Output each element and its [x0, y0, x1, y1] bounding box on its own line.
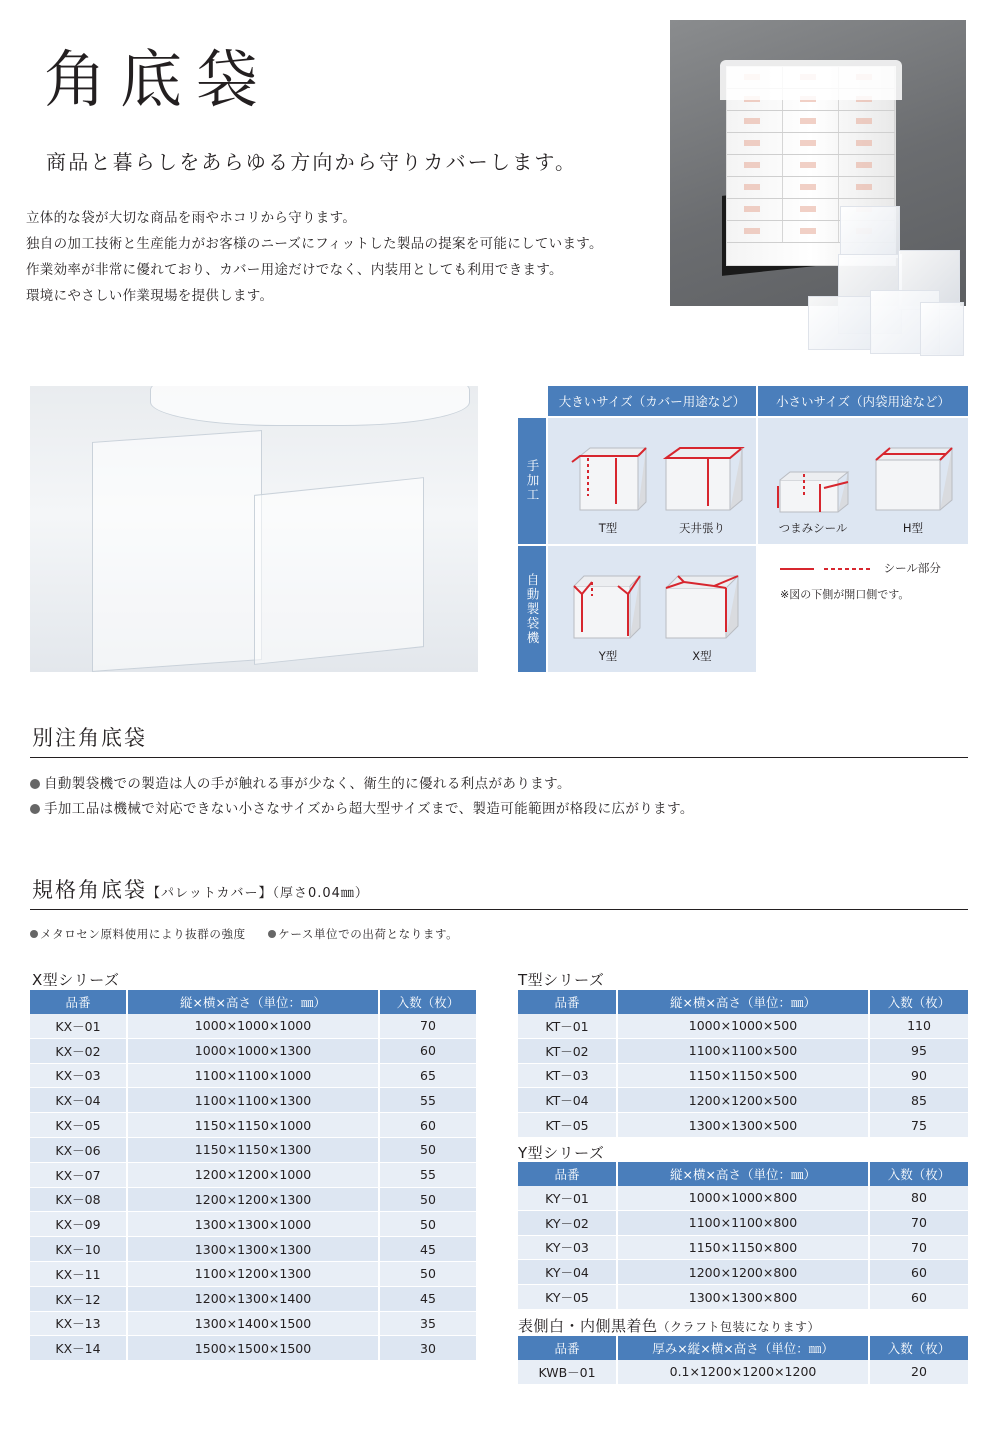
column-header: 縦×横×高さ（単位：㎜） — [618, 990, 868, 1014]
table-cell: KX－01 — [30, 1014, 126, 1039]
table-cell: 1300×1300×800 — [618, 1285, 868, 1310]
table-cell: 1200×1200×500 — [618, 1088, 868, 1113]
table-cell: KY－04 — [518, 1260, 616, 1285]
x-type-diagram — [660, 572, 744, 642]
table-cell: 80 — [870, 1186, 968, 1211]
table-cell: 60 — [870, 1285, 968, 1310]
table-cell: KT－01 — [518, 1014, 616, 1039]
table-row — [30, 1287, 476, 1312]
table-cell: KY－01 — [518, 1186, 616, 1211]
table-cell: KT－03 — [518, 1064, 616, 1089]
table-cell: 1150×1150×1300 — [128, 1138, 378, 1163]
table-cell: KX－08 — [30, 1188, 126, 1213]
table-cell: KX－09 — [30, 1212, 126, 1237]
table-cell: 1000×1000×1300 — [128, 1039, 378, 1064]
table-cell: 30 — [380, 1336, 476, 1361]
page-title: 角底袋 — [44, 43, 273, 116]
pallet-cover-photo — [670, 20, 966, 306]
table-row — [30, 1014, 476, 1039]
custom-section-title: 別注角底袋 — [32, 726, 147, 750]
table-row — [518, 1113, 968, 1138]
kwb-series-table — [516, 1336, 970, 1385]
table-row — [30, 1138, 476, 1163]
table-row — [518, 1186, 968, 1211]
seal-legend — [780, 560, 941, 576]
table-cell: KX－06 — [30, 1138, 126, 1163]
table-row — [518, 1285, 968, 1310]
table-row — [30, 1336, 476, 1361]
y-series-label: Y型シリーズ — [518, 1144, 605, 1162]
table-cell: KX－13 — [30, 1312, 126, 1337]
column-header: 入数（枚） — [870, 990, 968, 1014]
h-type-label: H型 — [902, 521, 924, 535]
table-cell: 1200×1200×1300 — [128, 1188, 378, 1213]
table-cell: 1100×1100×800 — [618, 1211, 868, 1236]
cube-image-part — [920, 302, 964, 356]
cube-image-part — [840, 206, 900, 258]
table-cell: 70 — [870, 1236, 968, 1261]
x-series-table — [28, 990, 478, 1361]
intro-line: 独自の加工技術と生産能力がお客様のニーズにフィットした製品の提案を可能にしています。 — [26, 236, 603, 252]
table-row — [30, 1237, 476, 1262]
bags-photo — [30, 386, 478, 672]
table-cell: 1000×1000×800 — [618, 1186, 868, 1211]
table-row — [30, 1113, 476, 1138]
column-header: 入数（枚） — [380, 990, 476, 1014]
table-cell: 45 — [380, 1287, 476, 1312]
table-cell: 1150×1150×1000 — [128, 1113, 378, 1138]
intro-text — [26, 205, 603, 309]
table-cell: 1100×1100×1000 — [128, 1064, 378, 1089]
standard-title-note: 【パレットカバー】（厚さ0.04㎜） — [147, 886, 369, 901]
table-row — [30, 1088, 476, 1113]
table-cell: 35 — [380, 1312, 476, 1337]
table-row — [30, 1188, 476, 1213]
table-cell: KT－05 — [518, 1113, 616, 1138]
table-cell: 50 — [380, 1212, 476, 1237]
custom-bullet — [30, 797, 694, 817]
table-cell: KY－03 — [518, 1236, 616, 1261]
table-cell: 45 — [380, 1237, 476, 1262]
table-cell: KX－02 — [30, 1039, 126, 1064]
table-cell: KX－11 — [30, 1262, 126, 1287]
table-cell: 1100×1100×500 — [618, 1039, 868, 1064]
table-cell: 1300×1300×500 — [618, 1113, 868, 1138]
table-cell: KX－05 — [30, 1113, 126, 1138]
table-cell: 1300×1400×1500 — [128, 1312, 378, 1337]
table-cell: 70 — [870, 1211, 968, 1236]
intro-line: 環境にやさしい作業現場を提供します。 — [26, 288, 274, 304]
standard-title-text: 規格角底袋 — [32, 878, 147, 902]
table-cell: KX－07 — [30, 1163, 126, 1188]
table-cell: 65 — [380, 1064, 476, 1089]
table-row — [30, 1312, 476, 1337]
table-cell: 1200×1200×1000 — [128, 1163, 378, 1188]
standard-section-title — [32, 874, 369, 904]
x-series-label: X型シリーズ — [32, 971, 120, 989]
seal-type-table — [518, 386, 968, 672]
column-header: 品番 — [518, 1162, 616, 1186]
table-cell: 85 — [870, 1088, 968, 1113]
bullet-icon — [30, 779, 40, 789]
column-header-small: 小さいサイズ（内袋用途など） — [758, 386, 968, 416]
table-row — [30, 1212, 476, 1237]
table-row — [518, 1039, 968, 1064]
table-cell: 60 — [380, 1113, 476, 1138]
table-cell: 1150×1150×800 — [618, 1236, 868, 1261]
table-cell: 55 — [380, 1088, 476, 1113]
table-cell: KX－04 — [30, 1088, 126, 1113]
t-type-label: T型 — [598, 521, 618, 535]
table-cell: 75 — [870, 1113, 968, 1138]
tsumami-type-diagram — [774, 468, 854, 516]
table-row — [518, 1211, 968, 1236]
tsumami-type-label: つまみシール — [778, 521, 848, 535]
table-row — [518, 1064, 968, 1089]
standard-notes — [30, 926, 458, 942]
table-row — [30, 1262, 476, 1287]
y-type-label: Y型 — [598, 649, 618, 663]
kwb-series-label — [518, 1315, 820, 1336]
table-cell: 60 — [870, 1260, 968, 1285]
table-cell: KX－03 — [30, 1064, 126, 1089]
seal-line-icon — [780, 564, 880, 574]
table-cell: 110 — [870, 1014, 968, 1039]
table-cell: KX－12 — [30, 1287, 126, 1312]
table-cell: 1200×1300×1400 — [128, 1287, 378, 1312]
note-text: ケース単位での出荷となります。 — [278, 927, 459, 941]
cube-image-part — [808, 296, 872, 350]
table-cell: KX－14 — [30, 1336, 126, 1361]
row-header-auto: 自動製袋機 — [518, 546, 546, 672]
y-type-diagram — [566, 572, 646, 642]
table-cell: KT－04 — [518, 1088, 616, 1113]
table-cell: 70 — [380, 1014, 476, 1039]
table-cell: KY－02 — [518, 1211, 616, 1236]
table-cell: 1150×1150×500 — [618, 1064, 868, 1089]
bullet-icon — [30, 930, 38, 938]
column-header: 厚み×縦×横×高さ（単位：㎜） — [618, 1336, 868, 1360]
t-type-diagram — [568, 444, 648, 514]
seal-legend-note: ※図の下側が開口側です。 — [780, 588, 910, 601]
divider — [30, 757, 968, 758]
table-row — [518, 1360, 968, 1385]
intro-line: 立体的な袋が大切な商品を雨やホコリから守ります。 — [26, 210, 357, 226]
y-series-table — [516, 1162, 970, 1310]
table-cell: 95 — [870, 1039, 968, 1064]
table-cell: 1300×1300×1300 — [128, 1237, 378, 1262]
table-cell: 1000×1000×1000 — [128, 1014, 378, 1039]
tenjo-type-label: 天井張り — [679, 521, 725, 535]
column-header: 品番 — [30, 990, 126, 1014]
table-cell: KY－05 — [518, 1285, 616, 1310]
table-row — [518, 1014, 968, 1039]
bullet-text: 自動製袋機での製造は人の手が触れる事が少なく、衛生的に優れる利点があります。 — [44, 776, 571, 792]
kwb-label-text: 表側白・内側黒着色 — [518, 1317, 658, 1335]
table-row — [518, 1260, 968, 1285]
table-cell: 1100×1100×1300 — [128, 1088, 378, 1113]
table-cell: 1100×1200×1300 — [128, 1262, 378, 1287]
table-cell: 20 — [870, 1360, 968, 1385]
column-header: 品番 — [518, 1336, 616, 1360]
divider — [30, 909, 968, 910]
bag-image-part — [92, 430, 262, 672]
bullet-icon — [30, 804, 40, 814]
column-header: 縦×横×高さ（単位：㎜） — [618, 1162, 868, 1186]
table-cell: 1500×1500×1500 — [128, 1336, 378, 1361]
table-cell: 1300×1300×1000 — [128, 1212, 378, 1237]
h-type-diagram — [870, 444, 956, 514]
intro-line: 作業効率が非常に優れており、カバー用途だけでなく、内装用としても利用できます。 — [26, 262, 563, 278]
table-cell: 1200×1200×800 — [618, 1260, 868, 1285]
custom-bullet — [30, 772, 571, 792]
cover-image-part — [720, 60, 902, 100]
table-cell: 90 — [870, 1064, 968, 1089]
column-header: 縦×横×高さ（単位：㎜） — [128, 990, 378, 1014]
column-header-large: 大きいサイズ（カバー用途など） — [548, 386, 756, 416]
column-header: 入数（枚） — [870, 1162, 968, 1186]
t-series-label: T型シリーズ — [518, 971, 605, 989]
table-cell: 1000×1000×500 — [618, 1014, 868, 1039]
table-cell: 55 — [380, 1163, 476, 1188]
page-subtitle: 商品と暮らしをあらゆる方向から守りカバーします。 — [46, 150, 578, 174]
table-cell: 0.1×1200×1200×1200 — [618, 1360, 868, 1385]
tenjo-type-diagram — [660, 444, 746, 514]
table-row — [30, 1039, 476, 1064]
column-header: 品番 — [518, 990, 616, 1014]
bullet-text: 手加工品は機械で対応できない小さなサイズから超大型サイズまで、製造可能範囲が格段に広がります。 — [44, 801, 694, 817]
bag-image-part — [254, 477, 424, 665]
table-row — [518, 1088, 968, 1113]
table-row — [518, 1236, 968, 1261]
bullet-icon — [268, 930, 276, 938]
row-header-hand: 手加工 — [518, 418, 546, 544]
table-cell: KX－10 — [30, 1237, 126, 1262]
table-cell: 50 — [380, 1262, 476, 1287]
table-cell: 50 — [380, 1188, 476, 1213]
table-cell: 60 — [380, 1039, 476, 1064]
t-series-table — [516, 990, 970, 1138]
table-cell: KWB－01 — [518, 1360, 616, 1385]
table-cell: KT－02 — [518, 1039, 616, 1064]
column-header: 入数（枚） — [870, 1336, 968, 1360]
table-row — [30, 1163, 476, 1188]
note-text: メタロセン原料使用により抜群の強度 — [40, 927, 246, 941]
x-type-label: X型 — [692, 649, 712, 663]
seal-legend-label: シール部分 — [883, 561, 941, 575]
bag-image-part — [150, 386, 470, 426]
table-row — [30, 1064, 476, 1089]
kwb-label-note: （クラフト包装になります） — [657, 1320, 821, 1334]
table-cell: 50 — [380, 1138, 476, 1163]
